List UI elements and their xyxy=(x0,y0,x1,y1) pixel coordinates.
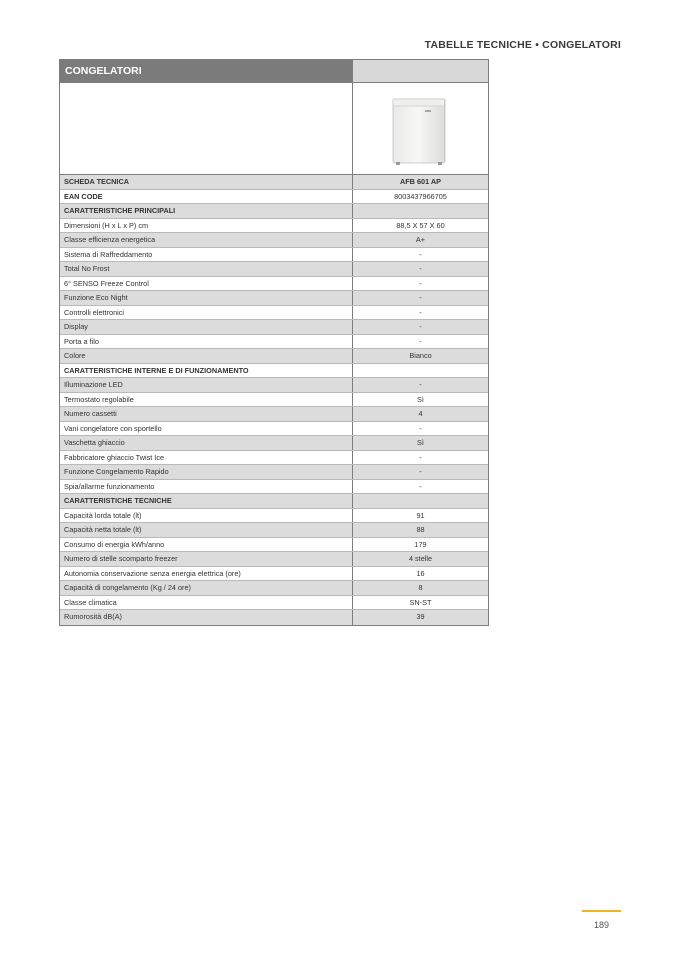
row-label: CARATTERISTICHE PRINCIPALI xyxy=(60,204,353,218)
table-row xyxy=(60,523,488,538)
row-value: Sì xyxy=(417,394,424,404)
row-label: Capacità netta totale (lt) xyxy=(60,523,353,537)
row-value: - xyxy=(419,336,422,346)
row-value: - xyxy=(419,481,422,491)
row-value: - xyxy=(419,278,422,288)
row-value: - xyxy=(419,293,422,302)
table-row xyxy=(60,451,488,466)
row-label: 6° SENSO Freeze Control xyxy=(60,277,353,291)
row-label: Vani congelatore con sportello xyxy=(60,422,353,436)
row-value: 8 xyxy=(418,583,423,592)
row-label: Classe efficienza energetica xyxy=(60,233,353,247)
table-row xyxy=(60,567,488,582)
table-row xyxy=(60,306,488,321)
row-label: CARATTERISTICHE INTERNE E DI FUNZIONAMENTO xyxy=(60,364,353,378)
row-value xyxy=(353,364,488,378)
table-row xyxy=(60,581,488,596)
table-title-row xyxy=(60,60,488,83)
row-value: - xyxy=(419,467,422,476)
table-row xyxy=(60,175,488,190)
row-label: Funzione Congelamento Rapido xyxy=(60,465,353,479)
row-value: - xyxy=(419,322,422,331)
row-label: Dimensioni (H x L x P) cm xyxy=(60,219,353,233)
row-value: 88,5 X 57 X 60 xyxy=(396,220,445,230)
table-row xyxy=(60,349,488,364)
table-title-filler xyxy=(353,60,488,82)
row-label: Porta a filo xyxy=(60,335,353,349)
table-row xyxy=(60,596,488,611)
row-label: CARATTERISTICHE TECNICHE xyxy=(60,494,353,508)
table-row xyxy=(60,248,488,263)
row-label: Vaschetta ghiaccio xyxy=(60,436,353,450)
row-value: - xyxy=(419,264,422,273)
row-value: - xyxy=(419,452,422,462)
table-row xyxy=(60,320,488,335)
row-value: Bianco xyxy=(409,351,432,360)
row-label: Display xyxy=(60,320,353,334)
row-label: Controlli elettronici xyxy=(60,306,353,320)
page-header-title: TABELLE TECNICHE • CONGELATORI xyxy=(424,39,621,51)
table-row xyxy=(60,552,488,567)
table-row xyxy=(60,219,488,234)
table-row xyxy=(60,436,488,451)
row-label: Sistema di Raffreddamento xyxy=(60,248,353,262)
row-label: Colore xyxy=(60,349,353,363)
table-row xyxy=(60,378,488,393)
row-value: 4 xyxy=(418,409,423,418)
section-header-row xyxy=(60,204,488,219)
product-image-row xyxy=(60,83,488,175)
table-row xyxy=(60,538,488,553)
row-label: Numero di stelle scomparto freezer xyxy=(60,552,353,566)
row-value xyxy=(353,494,488,508)
row-label: Rumorosità dB(A) xyxy=(60,610,353,625)
table-row xyxy=(60,610,488,625)
table-row xyxy=(60,509,488,524)
table-row xyxy=(60,291,488,306)
image-row-blank-cell xyxy=(60,83,353,174)
table-title: CONGELATORI xyxy=(60,60,353,82)
row-label: Spia/allarme funzionamento xyxy=(60,480,353,494)
row-value: 16 xyxy=(416,568,425,578)
row-label: Capacità lorda totale (lt) xyxy=(60,509,353,523)
row-value: - xyxy=(419,380,422,389)
table-row xyxy=(60,407,488,422)
row-label: Autonomia conservazione senza energia elettrica (ore) xyxy=(60,567,353,581)
row-value: 8003437966705 xyxy=(394,191,447,201)
row-label: Illuminazione LED xyxy=(60,378,353,392)
section-header-row xyxy=(60,494,488,509)
table-row xyxy=(60,393,488,408)
row-value: A+ xyxy=(415,235,426,244)
row-value: - xyxy=(419,249,422,259)
page-number: 189 xyxy=(593,920,610,930)
row-label: Classe climatica xyxy=(60,596,353,610)
row-label: Consumo di energia kWh/anno xyxy=(60,538,353,552)
table-row xyxy=(60,277,488,292)
section-header-row xyxy=(60,364,488,379)
table-row xyxy=(60,262,488,277)
row-value: Sì xyxy=(417,438,424,447)
row-label: Fabbricatore ghiaccio Twist Ice xyxy=(60,451,353,465)
footer-accent-rule xyxy=(582,910,621,912)
row-value: SN-ST xyxy=(409,597,432,607)
row-value: 4 stelle xyxy=(408,554,433,563)
row-value: AFB 601 AP xyxy=(399,177,442,186)
row-label: Capacità di congelamento (Kg / 24 ore) xyxy=(60,581,353,595)
table-row xyxy=(60,190,488,205)
row-label: Total No Frost xyxy=(60,262,353,276)
table-row xyxy=(60,465,488,480)
spec-rows xyxy=(60,175,488,625)
row-value: 91 xyxy=(416,510,425,520)
table-row xyxy=(60,335,488,350)
product-image-cell xyxy=(353,83,488,174)
chest-freezer-icon xyxy=(390,96,448,167)
row-value: 88 xyxy=(416,525,425,534)
table-row xyxy=(60,233,488,248)
row-label: SCHEDA TECNICA xyxy=(60,175,353,189)
row-label: Funzione Eco Night xyxy=(60,291,353,305)
row-value: 39 xyxy=(416,612,425,621)
row-label: EAN CODE xyxy=(60,190,353,204)
row-label: Numero cassetti xyxy=(60,407,353,421)
table-row xyxy=(60,480,488,495)
row-value xyxy=(353,204,488,218)
row-value: - xyxy=(419,423,422,433)
spec-table xyxy=(59,59,489,626)
row-label: Termostato regolabile xyxy=(60,393,353,407)
table-row xyxy=(60,422,488,437)
row-value: - xyxy=(419,307,422,317)
row-value: 179 xyxy=(414,539,427,549)
